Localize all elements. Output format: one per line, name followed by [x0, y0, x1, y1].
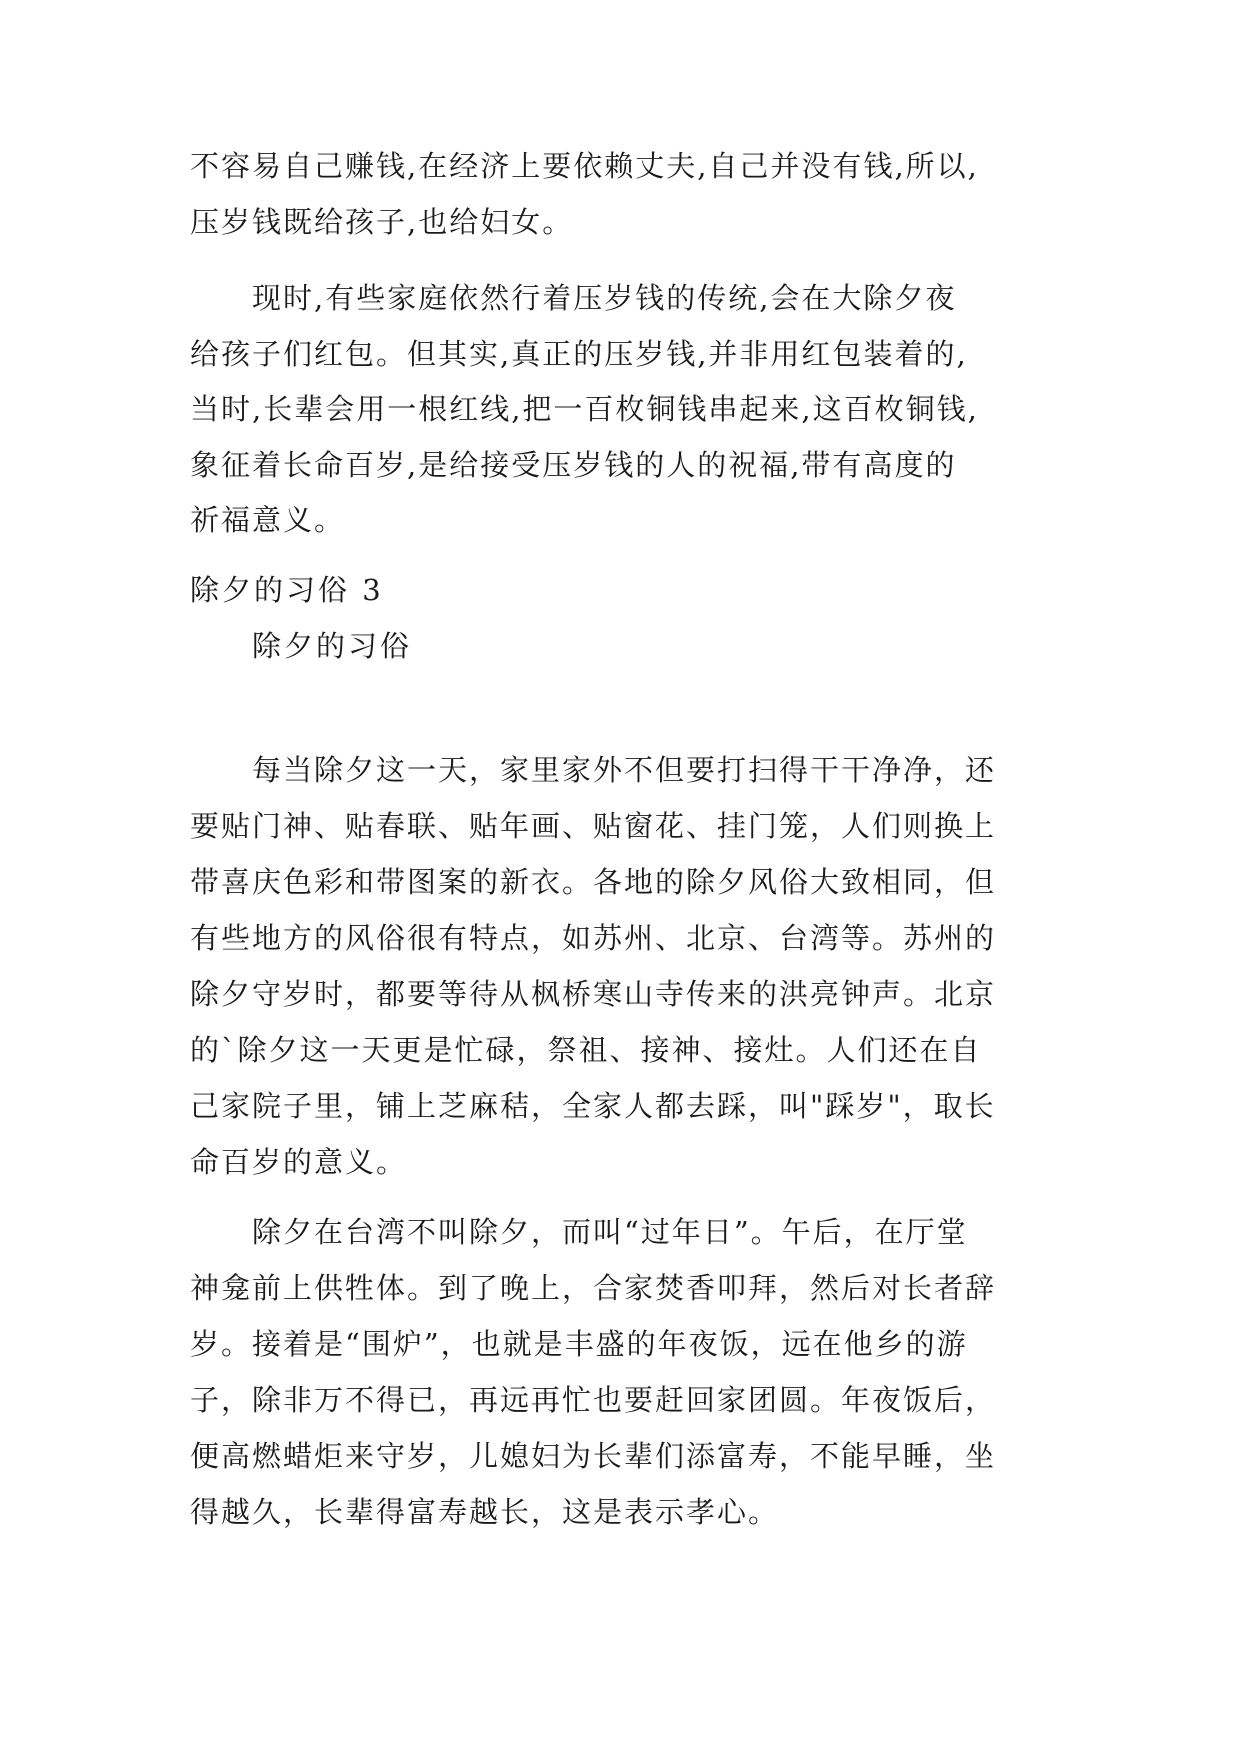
text-line: 得越久，长辈得富寿越长，这是表示孝心。: [190, 1495, 780, 1529]
text-line: 除夕在台湾不叫除夕，而叫“过年日”。午后，在厅堂: [252, 1215, 968, 1249]
text-line: 要贴门神、贴春联、贴年画、贴窗花、挂门笼，人们则换上: [190, 809, 997, 843]
text-line: 有些地方的风俗很有特点，如苏州、北京、台湾等。苏州的: [190, 921, 997, 955]
text-line: 命百岁的意义。: [190, 1145, 408, 1179]
text-line: 神龛前上供牲体。到了晚上，合家焚香叩拜，然后对长者辞: [190, 1271, 997, 1305]
text-line: 压岁钱既给孩子,也给妇女。: [190, 205, 574, 239]
text-line: 子，除非万不得已，再远再忙也要赶回家团圆。年夜饭后，: [190, 1383, 997, 1417]
text-line: 祈福意义。: [190, 503, 346, 537]
text-line: 岁。接着是“围炉”，也就是丰盛的年夜饭，远在他乡的游: [190, 1327, 968, 1361]
text-line: 象征着长命百岁,是给接受压岁钱的人的祝福,带有高度的: [190, 448, 957, 482]
text-line: 当时,长辈会用一根红线,把一百枚铜钱串起来,这百枚铜钱,: [190, 392, 979, 426]
text-line: 带喜庆色彩和带图案的新衣。各地的除夕风俗大致相同，但: [190, 865, 997, 899]
text-line: 的`除夕这一天更是忙碌，祭祖、接神、接灶。人们还在自: [190, 1033, 982, 1067]
text-line: 除夕守岁时，都要等待从枫桥寒山寺传来的洪亮钟声。北京: [190, 977, 997, 1011]
text-line: 每当除夕这一天，家里家外不但要打扫得干干净净，还: [252, 753, 997, 787]
text-line: 便高燃蜡炬来守岁，儿媳妇为长辈们添富寿，不能早睡，坐: [190, 1439, 997, 1473]
text-line: 给孩子们红包。但其实,真正的压岁钱,并非用红包装着的,: [190, 337, 968, 371]
text-line: 不容易自己赚钱,在经济上要依赖丈夫,自己并没有钱,所以,: [190, 149, 979, 183]
text-line: 现时,有些家庭依然行着压岁钱的传统,会在大除夕夜: [252, 281, 957, 315]
section-heading: 除夕的习俗 3: [190, 573, 384, 607]
section-title: 除夕的习俗: [252, 629, 413, 663]
text-line: 己家院子里，铺上芝麻秸，全家人都去踩，叫"踩岁"，取长: [190, 1089, 996, 1123]
